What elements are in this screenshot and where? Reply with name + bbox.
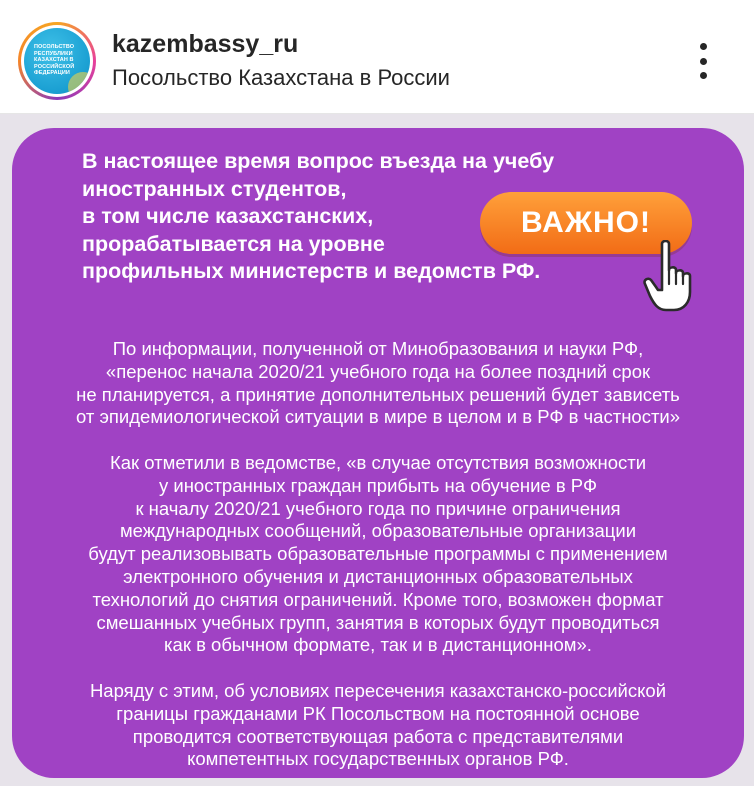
more-vertical-icon (700, 43, 707, 50)
pointing-hand-icon (642, 240, 700, 316)
text-line: проводится соответствующая работа с представителями (132, 725, 624, 747)
headline-line: профильных министерств и ведомств РФ. (82, 259, 541, 283)
avatar-text: ПОСОЛЬСТВО РЕСПУБЛИКИ КАЗАХСТАН В РОССИЙСКОЙ ФЕДЕРАЦИИ (34, 44, 75, 76)
announcement-card (12, 128, 744, 778)
post-image[interactable] (0, 114, 754, 786)
text-line: не планируется, а принятие дополнительных решений будет зависеть (76, 383, 680, 405)
avatar-frame (21, 25, 93, 97)
paragraph (42, 338, 714, 429)
account-subtitle: Посольство Казахстана в России (112, 65, 450, 90)
text-line: от эпидемиологической ситуации в мире в целом и в РФ в частности» (75, 406, 681, 428)
more-vertical-icon-dot (700, 58, 707, 65)
text-line: границы гражданами РК Посольством на постоянной основе (116, 702, 640, 724)
text-line: электронного обучения и дистанционных образовательных (123, 565, 633, 587)
text-line: к началу 2020/21 учебного года по причине ограничения (135, 497, 621, 519)
headline-line: иностранных студентов, (82, 176, 347, 201)
avatar[interactable] (18, 22, 96, 100)
paragraph (42, 680, 714, 771)
headline-line: в том числе казахстанских, (82, 204, 374, 228)
paragraph (42, 452, 714, 657)
text-line: смешанных учебных групп, занятия в которых будут проводиться (96, 611, 660, 633)
important-label: ВАЖНО! (521, 206, 651, 239)
text-line: «перенос начала 2020/21 учебного года на более поздний срок (105, 360, 651, 382)
text-line: будут реализовывать образовательные программы с применением (88, 543, 668, 565)
text-line: как в обычном формате, так и в дистанционном». (164, 634, 592, 656)
text-line: По информации, полученной от Минобразования и науки РФ, (112, 338, 644, 359)
text-line: Наряду с этим, об условиях пересечения казахстанско-российской (89, 679, 667, 701)
text-line: Как отметили в ведомстве, «в случае отсутствия возможности (109, 451, 647, 473)
post-header (0, 0, 754, 114)
headline-line: В настоящее время вопрос въезда на учебу (82, 149, 555, 173)
text-line: у иностранных граждан прибыть на обучение в РФ (158, 474, 598, 496)
body-text (42, 338, 714, 786)
headline-line: прорабатывается на уровне (82, 231, 385, 256)
more-options-button[interactable] (690, 40, 716, 82)
text-line: международных сообщений, образовательные организации (119, 520, 637, 542)
embassy-logo (24, 28, 90, 94)
more-vertical-icon-dot (700, 72, 707, 79)
username-link[interactable]: kazembassy_ru (112, 30, 299, 58)
text-line: технологий до снятия ограничений. Кроме того, возможен формат (92, 588, 664, 610)
text-line: компетентных государственных органов РФ. (187, 748, 569, 770)
